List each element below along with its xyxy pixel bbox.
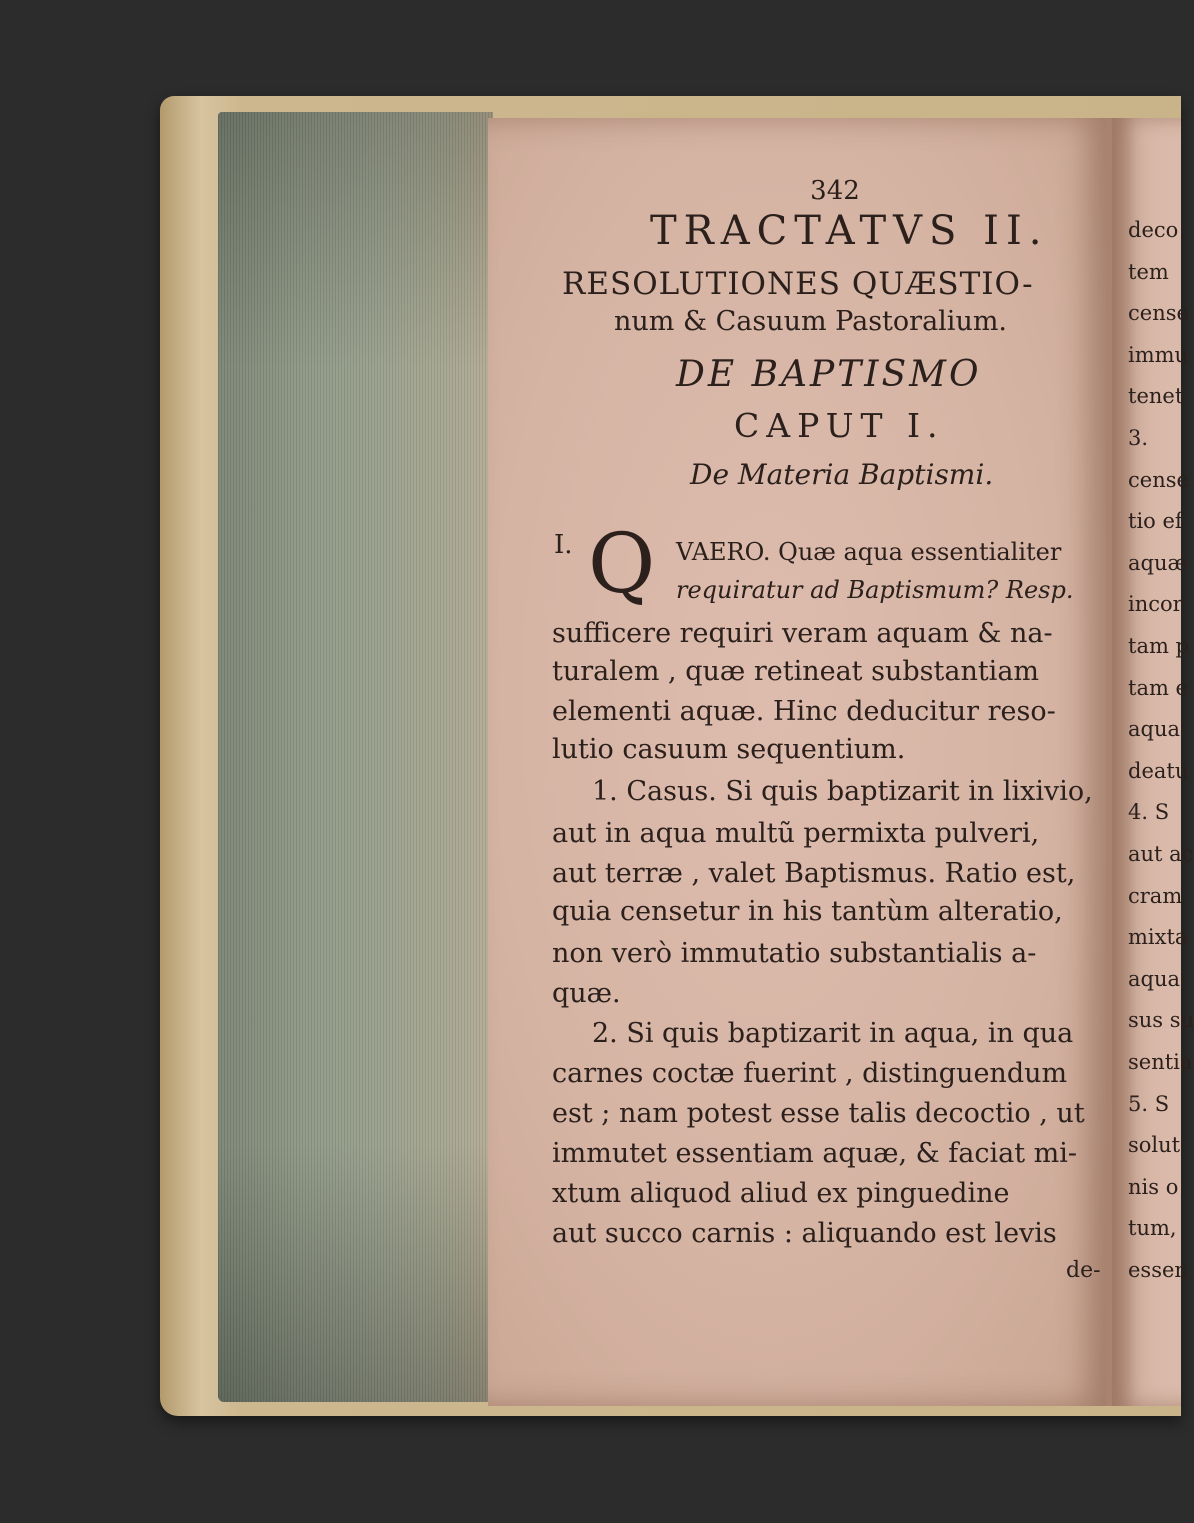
- right-page-fragment: aut ac: [1128, 842, 1194, 866]
- body-line: aut terræ , valet Baptismus. Ratio est,: [552, 858, 1076, 889]
- right-page-fragment: cense: [1128, 467, 1189, 492]
- body-line: carnes coctæ fuerint , distinguendum: [552, 1058, 1068, 1089]
- heading-tractatus: TRACTATVS II.: [650, 208, 1049, 254]
- body-line: 1. Casus. Si quis baptizarit in lixivio,: [592, 776, 1093, 807]
- heading-caput: CAPUT I.: [734, 406, 945, 445]
- right-page-fragment: tam e: [1128, 675, 1188, 700]
- body-line: quæ.: [552, 978, 621, 1009]
- body-line: immutet essentiam aquæ, & faciat mi-: [552, 1138, 1077, 1169]
- page-number: 342: [810, 176, 860, 206]
- right-page-fragment: nis o: [1128, 1174, 1179, 1199]
- right-page-fragment: solut: [1128, 1133, 1181, 1158]
- right-page-fragment: cense: [1128, 301, 1189, 326]
- body-line: turalem , quæ retineat substantiam: [552, 656, 1040, 687]
- body-line: xtum aliquod aliud ex pinguedine: [552, 1178, 1010, 1209]
- body-line: elementi aquæ. Hinc deducitur reso-: [552, 696, 1056, 727]
- right-page-fragment: tem: [1128, 259, 1169, 284]
- right-page-fragment: aqua: [1128, 717, 1181, 742]
- right-page-fragment: aqua: [1128, 966, 1181, 991]
- right-page-fragment: tenet: [1128, 384, 1184, 409]
- body-line: est ; nam potest esse talis decoctio , ut: [552, 1098, 1085, 1129]
- right-page-fragment: tum,: [1128, 1216, 1177, 1241]
- body-line: lutio casuum sequentium.: [552, 734, 906, 765]
- heading-de-baptismo: DE BAPTISMO: [676, 354, 982, 395]
- heading-casuum: num & Casuum Pastoralium.: [614, 306, 1008, 337]
- right-page-fragment: cram: [1128, 883, 1183, 908]
- section-numeral: I.: [554, 530, 573, 560]
- right-page-fragment: deatu: [1128, 758, 1189, 783]
- right-page-fragment: mixta: [1128, 925, 1188, 950]
- body-line: de-: [1066, 1258, 1101, 1283]
- body-line: non verò immutatio substantialis a-: [552, 938, 1037, 969]
- body-line: sufficere requiri veram aquam & na-: [552, 618, 1053, 649]
- body-line: aut succo carnis : aliquando est levis: [552, 1218, 1057, 1249]
- right-page-fragment: immu: [1128, 342, 1189, 367]
- body-line: VAERO. Quæ aqua essentialiter: [676, 538, 1062, 566]
- right-page-fragment: sentia: [1128, 1050, 1193, 1074]
- heading-resolutiones: RESOLUTIONES QUÆSTIO-: [562, 266, 1034, 302]
- page-edges-shading: [218, 112, 493, 1402]
- right-page-fragment: 5. S: [1128, 1091, 1170, 1116]
- right-page-fragment: aquæ: [1128, 550, 1188, 575]
- right-page-fragment: 3.: [1128, 426, 1149, 450]
- right-page-fragment: deco: [1128, 218, 1179, 242]
- right-page-fragment: essen: [1128, 1258, 1188, 1282]
- right-page-fragment: 4. S: [1128, 800, 1170, 825]
- body-line: 2. Si quis baptizarit in aqua, in qua: [592, 1018, 1074, 1049]
- right-page-fragment: tam p: [1128, 634, 1189, 658]
- right-page-fragment: sus su: [1128, 1008, 1194, 1033]
- heading-de-materia: De Materia Baptismi.: [690, 458, 994, 491]
- right-page-fragment: tio ef: [1128, 509, 1183, 534]
- body-line: aut in aqua multũ permixta pulveri,: [552, 818, 1040, 849]
- body-line: quia censetur in his tantùm alteratio,: [552, 896, 1063, 927]
- drop-cap: Q: [588, 517, 656, 612]
- body-line: requiratur ad Baptismum? Resp.: [676, 576, 1074, 604]
- right-page-fragment: incor: [1128, 592, 1183, 617]
